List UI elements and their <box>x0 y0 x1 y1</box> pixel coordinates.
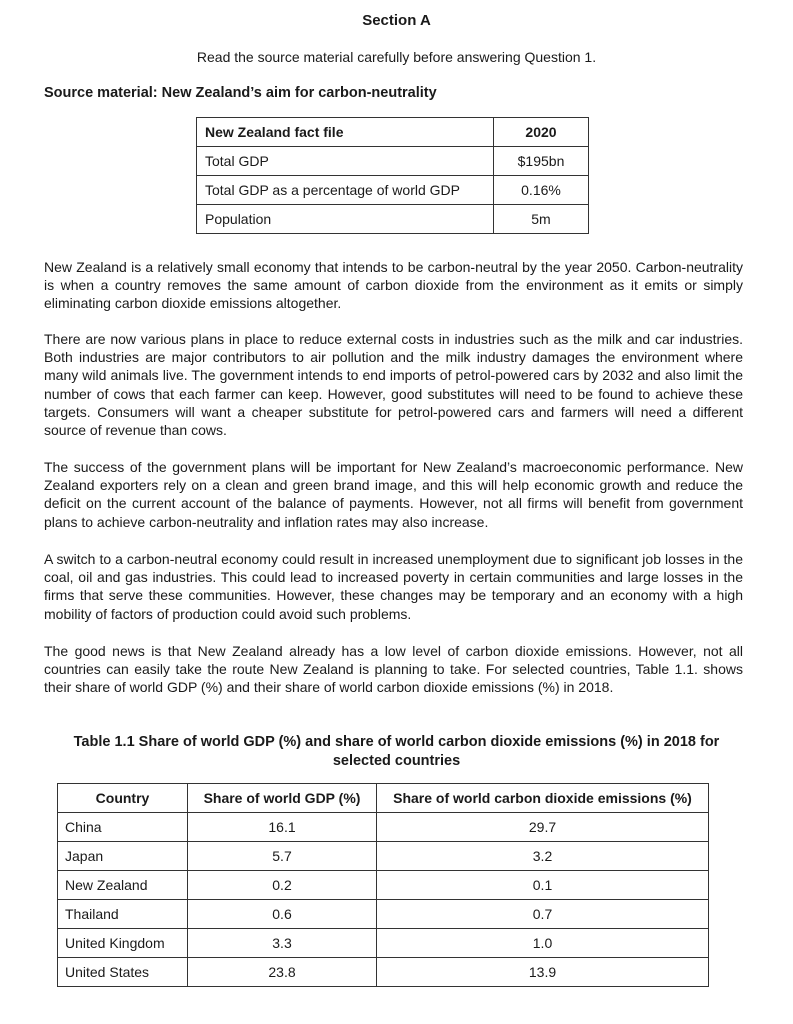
table-row <box>58 929 709 958</box>
table-cell: 23.8 <box>188 958 377 987</box>
table-cell: Total GDP as a percentage of world GDP <box>197 176 494 205</box>
table-row <box>58 813 709 842</box>
table-cell: 5.7 <box>188 842 377 871</box>
country-share-table <box>57 783 709 987</box>
table-cell: China <box>58 813 188 842</box>
table-header-cell: Share of world GDP (%) <box>188 784 377 813</box>
table-cell: Thailand <box>58 900 188 929</box>
table-cell: 1.0 <box>377 929 709 958</box>
table-cell: Total GDP <box>197 147 494 176</box>
table-cell: 0.1 <box>377 871 709 900</box>
table-cell: Japan <box>58 842 188 871</box>
section-title: Section A <box>362 12 431 29</box>
table-cell: 3.2 <box>377 842 709 871</box>
intro-instruction: Read the source material carefully before answering Question 1. <box>196 49 597 65</box>
table-cell: United States <box>58 958 188 987</box>
table-cell: 0.6 <box>188 900 377 929</box>
table-cell: 0.16% <box>494 176 589 205</box>
table-caption: Table 1.1 Share of world GDP (%) and share of world carbon dioxide emissions (%) in 2018 for selected countries <box>73 734 720 769</box>
table-header-row <box>58 784 709 813</box>
table-cell: Population <box>197 205 494 234</box>
table-cell: New Zealand <box>58 871 188 900</box>
table-cell: 0.7 <box>377 900 709 929</box>
table-row <box>58 900 709 929</box>
table-cell: 16.1 <box>188 813 377 842</box>
table-header-cell: 2020 <box>494 118 589 147</box>
table-header-cell: Share of world carbon dioxide emissions (%) <box>377 784 709 813</box>
paragraph: New Zealand is a relatively small economy that intends to be carbon-neutral by the year 2050. Carbon-neutrality is when a country removes the same amount of carbon dioxide from the environment as it emits or simply eliminating carbon dioxide emissions altogether. <box>44 259 743 312</box>
table-row <box>58 842 709 871</box>
table-row <box>197 205 589 234</box>
table-row <box>58 958 709 987</box>
table-row <box>197 176 589 205</box>
table-cell: 5m <box>494 205 589 234</box>
paragraph: The success of the government plans will be important for New Zealand’s macroeconomic performance. New Zealand exporters rely on a clean and green brand image, and this will help economic growth and reduce the deficit on the current account of the balance of payments. However, not all firms will benefit from government plans to achieve carbon-neutrality and inflation rates may also increase. <box>44 459 743 530</box>
table-cell: United Kingdom <box>58 929 188 958</box>
table-header-cell: New Zealand fact file <box>197 118 494 147</box>
table-cell: 29.7 <box>377 813 709 842</box>
fact-file-table <box>196 117 589 234</box>
table-row <box>197 147 589 176</box>
paragraph: There are now various plans in place to reduce external costs in industries such as the milk and car industries. Both industries are major contributors to air pollution and the milk industry damages the environment where many wild animals live. The government intends to end imports of petrol-powered cars by 2032 and also limit the number of cows that each farmer can keep. However, good substitutes will need to be found to achieve these targets. Consumers will want a cheaper substitute for petrol-powered cars and farmers will need a different source of revenue than cows. <box>44 331 743 439</box>
table-header-cell: Country <box>58 784 188 813</box>
table-cell: 3.3 <box>188 929 377 958</box>
source-heading: Source material: New Zealand’s aim for carbon-neutrality <box>44 85 437 101</box>
table-cell: 0.2 <box>188 871 377 900</box>
table-header-row <box>197 118 589 147</box>
table-row <box>58 871 709 900</box>
paragraph: A switch to a carbon-neutral economy could result in increased unemployment due to significant job losses in the coal, oil and gas industries. This could lead to increased poverty in certain communities and large losses in the firms that serve these communities. However, these changes may be temporary and an economy with a high mobility of factors of production could avoid such problems. <box>44 551 743 622</box>
table-cell: $195bn <box>494 147 589 176</box>
table-cell: 13.9 <box>377 958 709 987</box>
paragraph: The good news is that New Zealand already has a low level of carbon dioxide emissions. However, not all countries can easily take the route New Zealand is planning to take. For selected countries, Table 1.1. shows their share of world GDP (%) and their share of world carbon dioxide emissions (%) in 2018. <box>44 643 743 696</box>
